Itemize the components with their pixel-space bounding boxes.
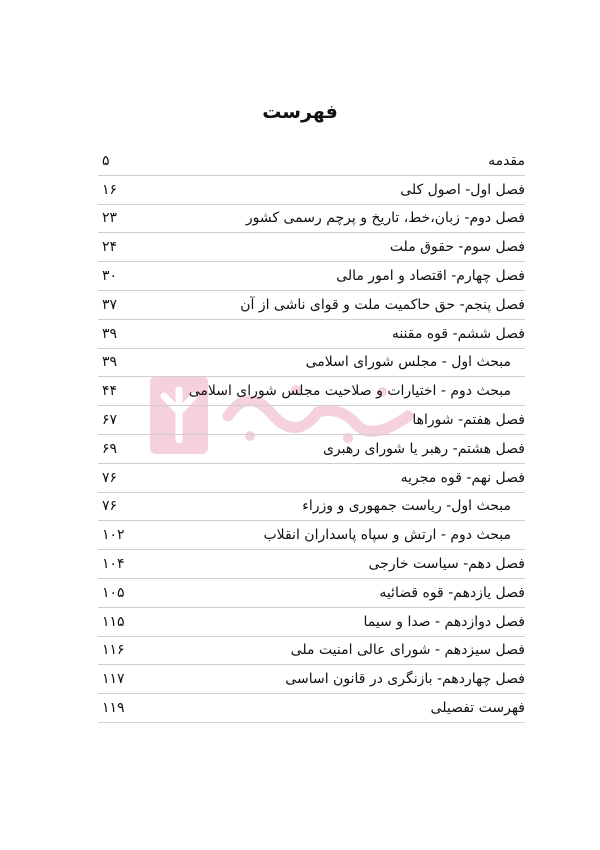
toc-page-number: ۲۳	[102, 210, 118, 227]
toc-page-number: ۷۶	[102, 498, 118, 515]
toc-page-number: ۱۶	[102, 181, 118, 198]
toc-row	[98, 147, 525, 176]
toc-row	[98, 579, 525, 608]
toc-entry-title: فصل سیزدهم - شورای عالی امنیت ملی	[290, 642, 525, 659]
toc-entry-title: مقدمه	[488, 152, 525, 169]
toc-row	[98, 637, 525, 666]
toc-page-number: ۳۹	[102, 325, 118, 342]
toc-entry-title: فصل نهم- قوه مجریه	[400, 469, 525, 486]
toc-page-number: ۴۴	[102, 383, 118, 400]
toc-entry-title: مبحث دوم - اختیارات و صلاحیت مجلس شورای اسلامی	[188, 383, 511, 400]
toc-page-number: ۱۱۶	[102, 642, 125, 659]
toc-row	[98, 694, 525, 723]
toc-entry-title: فصل اول- اصول کلی	[400, 181, 525, 198]
toc-subsection-row	[98, 349, 525, 378]
page-title: فهرست	[262, 100, 338, 123]
toc-row	[98, 320, 525, 349]
toc-entry-title: فهرست تفصیلی	[430, 699, 525, 716]
toc-entry-title: فصل چهارم- اقتصاد و امور مالی	[336, 267, 525, 284]
toc-list	[98, 147, 525, 723]
toc-page-number: ۶۹	[102, 440, 118, 457]
toc-row	[98, 608, 525, 637]
toc-row	[98, 665, 525, 694]
toc-entry-title: فصل ششم- قوه مقننه	[391, 325, 525, 342]
toc-page-number: ۱۰۲	[102, 527, 125, 544]
toc-page-number: ۳۰	[102, 267, 118, 284]
toc-entry-title: فصل هفتم- شوراها	[412, 411, 525, 428]
toc-entry-title: مبحث اول - مجلس شورای اسلامی	[305, 354, 511, 371]
toc-page-number: ۷۶	[102, 469, 118, 486]
toc-page-number: ۲۴	[102, 239, 118, 256]
toc-row	[98, 291, 525, 320]
toc-row	[98, 550, 525, 579]
toc-row	[98, 464, 525, 493]
toc-entry-title: فصل دوم- زبان،خط، تاریخ و پرچم رسمی کشور	[245, 210, 525, 227]
toc-page-number: ۱۱۵	[102, 613, 125, 630]
toc-entry-title: فصل یازدهم- قوه قضائیه	[379, 584, 525, 601]
toc-row	[98, 176, 525, 205]
toc-row	[98, 205, 525, 234]
toc-page-number: ۱۰۴	[102, 555, 125, 572]
toc-subsection-row	[98, 521, 525, 550]
toc-subsection-row	[98, 493, 525, 522]
toc-page-number: ۱۰۵	[102, 584, 125, 601]
toc-page-number: ۱۱۹	[102, 699, 125, 716]
toc-row	[98, 262, 525, 291]
toc-row	[98, 406, 525, 435]
toc-row	[98, 233, 525, 262]
toc-entry-title: مبحث دوم - ارتش و سپاه پاسداران انقلاب	[263, 527, 511, 544]
toc-entry-title: فصل سوم- حقوق ملت	[389, 239, 525, 256]
toc-entry-title: فصل چهاردهم- بازنگری در قانون اساسی	[285, 671, 525, 688]
toc-page-number: ۳۷	[102, 296, 118, 313]
toc-row	[98, 435, 525, 464]
toc-page-number: ۶۷	[102, 411, 118, 428]
toc-page-number: ۱۱۷	[102, 671, 125, 688]
toc-entry-title: فصل هشتم- رهبر یا شورای رهبری	[322, 440, 525, 457]
toc-page-number: ۵	[102, 152, 110, 169]
toc-entry-title: فصل دوازدهم - صدا و سیما	[363, 613, 525, 630]
toc-entry-title: مبحث اول- ریاست جمهوری و وزراء	[302, 498, 511, 515]
toc-page-number: ۳۹	[102, 354, 118, 371]
toc-subsection-row	[98, 377, 525, 406]
toc-entry-title: فصل دهم- سیاست خارجی	[368, 555, 525, 572]
toc-entry-title: فصل پنجم- حق حاکمیت ملت و قوای ناشی از آن	[240, 296, 525, 313]
